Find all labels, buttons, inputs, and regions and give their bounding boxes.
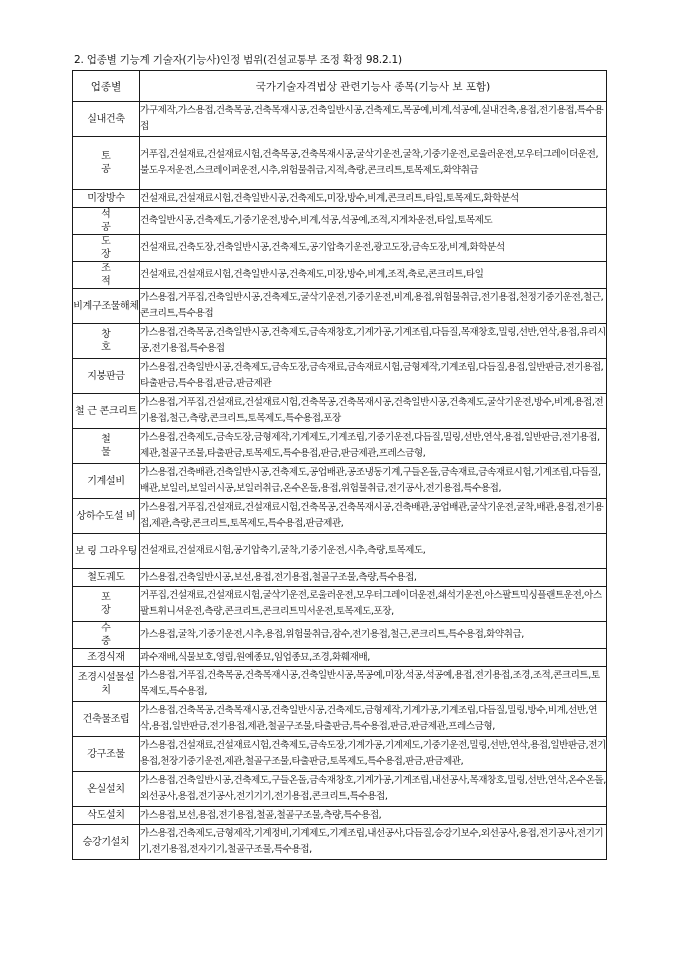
trade-column-header: 업종별 bbox=[73, 71, 140, 102]
related-qualifications: 가스용접,거푸집,건설재료,건설재료시험,건축목공,건축목재시공,건축일반시공,건축제도,굴삭기운전,방수,비계,용접,전기용접,철근,측량,콘크리트,토목제도,특수용접,포장 bbox=[140, 394, 607, 429]
trade-name: 토 공 bbox=[73, 137, 140, 190]
related-qualifications: 가스용접,건축일반시공,건축제도,금속도장,금속재료,금속재료시험,금형제작,기계조립,다듬질,용접,일반판금,전기용접,타출판금,특수용접,판금,판금제관 bbox=[140, 359, 607, 394]
trade-name: 상하수도설 비 bbox=[73, 499, 140, 534]
related-qualifications: 거푸집,건설재료,건설재료시험,건축목공,건축목재시공,굴삭기운전,굴착,기중기운전,로울러운전,모우터그레이더운전,불도우저운전,스크레이퍼운전,시추,위험물취급,지적,측량,콘크리트,토목제도,화약취급 bbox=[140, 137, 607, 190]
related-qualifications: 가스용접,보선,용접,전기용접,철골,철골구조물,측량,특수용접, bbox=[140, 807, 607, 825]
related-qualifications: 가스용접,건축목공,건축일반시공,건축제도,금속재창호,기계가공,기계조립,다듬질,목재창호,밀링,선반,연삭,용접,유리시공,전기용접,특수용접 bbox=[140, 324, 607, 359]
table-row bbox=[73, 464, 607, 499]
related-qualifications: 건축일반시공,건축제도,기중기운전,방수,비계,석공,석공예,조적,지게차운전,타일,토목제도 bbox=[140, 208, 607, 235]
related-qualifications: 가스용접,거푸집,건축목공,건축목재시공,건축일반시공,목공예,미장,석공,석공예,용접,전기용접,조경,조적,콘크리트,토목제도,특수용접, bbox=[140, 667, 607, 702]
related-qualifications: 가스용접,건축제도,금형제작,기계정비,기계제도,기계조립,내선공사,다듬질,승강기보수,외선공사,용접,전기공사,전기기기,전기용접,전자기기,철골구조물,특수용접, bbox=[140, 825, 607, 860]
table-row bbox=[73, 429, 607, 464]
table-row bbox=[73, 324, 607, 359]
trade-name: 조경시설물설 치 bbox=[73, 667, 140, 702]
table-row bbox=[73, 737, 607, 772]
trade-name: 도 장 bbox=[73, 235, 140, 262]
related-qualifications: 가스용접,건축배관,건축일반시공,건축제도,공업배관,공조냉동기계,구들온돌,금속재료,금속재료시험,기계조립,다듬질,배관,보일러,보일러시공,보일러취급,온수온돌,용접,위험물취급,전기공사,전기용접,특수용접, bbox=[140, 464, 607, 499]
table-header-row bbox=[73, 71, 607, 102]
trade-name: 미장방수 bbox=[73, 190, 140, 208]
related-qualifications: 과수재배,식물보호,영림,원예종묘,임업종묘,조경,화훼재배, bbox=[140, 649, 607, 667]
table-row bbox=[73, 587, 607, 622]
trade-name: 삭도설치 bbox=[73, 807, 140, 825]
table-row bbox=[73, 499, 607, 534]
related-qualifications: 가스용접,굴착,기중기운전,시추,용접,위험물취급,잠수,전기용접,철근,콘크리트,특수용접,화약취급, bbox=[140, 622, 607, 649]
related-qualifications: 가스용접,건설재료,건설재료시험,건축제도,금속도장,기계가공,기계제도,기중기운전,밀링,선반,연삭,용접,일반판금,전기용접,천장기중기운전,제관,철골구조물,타출판금,토목제도,특수용접,판금,판금제관, bbox=[140, 737, 607, 772]
trade-name: 포 장 bbox=[73, 587, 140, 622]
table-row bbox=[73, 289, 607, 324]
scope-column-header: 국가기술자격법상 관련기능사 종목(기능사 보 포함) bbox=[140, 71, 607, 102]
trade-name: 석 공 bbox=[73, 208, 140, 235]
table-row bbox=[73, 772, 607, 807]
trade-name: 온실설치 bbox=[73, 772, 140, 807]
trade-name: 조 적 bbox=[73, 262, 140, 289]
related-qualifications: 가스용접,거푸집,건축일반시공,건축제도,굴삭기운전,기중기운전,비계,용접,위험물취급,전기용접,천정기중기운전,철근,콘크리트,특수용접 bbox=[140, 289, 607, 324]
table-row bbox=[73, 569, 607, 587]
related-qualifications: 건설재료,건축도장,건축일반시공,건축제도,공기압축기운전,광고도장,금속도장,비계,화학분석 bbox=[140, 235, 607, 262]
related-qualifications: 가스용접,건축제도,금속도장,금형제작,기계제도,기계조립,기중기운전,다듬질,밀링,선반,연삭,용접,일반판금,전기용접,제관,철골구조물,타출판금,토목제도,특수용접,판금,판금제관,프레스금형, bbox=[140, 429, 607, 464]
trade-name: 승강기설치 bbox=[73, 825, 140, 860]
table-row bbox=[73, 235, 607, 262]
table-row bbox=[73, 825, 607, 860]
trade-name: 철 물 bbox=[73, 429, 140, 464]
table-row bbox=[73, 649, 607, 667]
trade-name: 창 호 bbox=[73, 324, 140, 359]
table-row bbox=[73, 102, 607, 137]
table-row bbox=[73, 807, 607, 825]
table-row bbox=[73, 137, 607, 190]
trade-name: 강구조물 bbox=[73, 737, 140, 772]
table-row bbox=[73, 190, 607, 208]
table-row bbox=[73, 208, 607, 235]
trade-name: 비계구조물해체 bbox=[73, 289, 140, 324]
trade-name: 철 근 콘크리트 bbox=[73, 394, 140, 429]
qualification-scope-table bbox=[72, 70, 607, 860]
related-qualifications: 가스용접,건축목공,건축목재시공,건축일반시공,건축제도,금형제작,기계가공,기계조립,다듬질,밀링,방수,비계,선반,연삭,용접,일반판금,전기용접,제관,철골구조물,타출판금,특수용접,판금,판금제관,프레스금형, bbox=[140, 702, 607, 737]
trade-name: 건축물조립 bbox=[73, 702, 140, 737]
table-row bbox=[73, 394, 607, 429]
related-qualifications: 건설재료,건설재료시험,건축일반시공,건축제도,미장,방수,비계,콘크리트,타일,토목제도,화학분석 bbox=[140, 190, 607, 208]
related-qualifications: 거푸집,건설재료,건설재료시험,굴삭기운전,로울러운전,모우터그레이더운전,쇄석기운전,아스팔트믹싱플랜트운전,아스팔트휘니셔운전,측량,콘크리트,콘크리트믹서운전,토목제도,포장, bbox=[140, 587, 607, 622]
table-row bbox=[73, 534, 607, 569]
table-row bbox=[73, 702, 607, 737]
related-qualifications: 가구제작,가스용접,건축목공,건축목재시공,건축일반시공,건축제도,목공예,비계,석공예,실내건축,용접,전기용접,특수용접 bbox=[140, 102, 607, 137]
related-qualifications: 건설재료,건설재료시험,건축일반시공,건축제도,미장,방수,비계,조적,축로,콘크리트,타일 bbox=[140, 262, 607, 289]
trade-name: 지붕판금 bbox=[73, 359, 140, 394]
table-row bbox=[73, 622, 607, 649]
trade-name: 보 링 그라우팅 bbox=[73, 534, 140, 569]
trade-name: 기계설비 bbox=[73, 464, 140, 499]
page-heading: 2. 업종별 기능계 기술자(기능사)인정 범위(건설교통부 조정 확정 98.2.1) bbox=[74, 54, 402, 66]
trade-name: 수 중 bbox=[73, 622, 140, 649]
table-row bbox=[73, 359, 607, 394]
trade-name: 실내건축 bbox=[73, 102, 140, 137]
related-qualifications: 가스용접,건축일반시공,보선,용접,전기용접,철골구조물,측량,특수용접, bbox=[140, 569, 607, 587]
table-row bbox=[73, 667, 607, 702]
related-qualifications: 가스용접,건축일반시공,건축제도,구들온돌,금속재창호,기계가공,기계조립,내선공사,목재창호,밀링,선반,연삭,온수온돌,외선공사,용접,전기공사,전기기기,전기용접,콘크리트,특수용접, bbox=[140, 772, 607, 807]
table-row bbox=[73, 262, 607, 289]
related-qualifications: 건설재료,건설재료시험,공기압축기,굴착,기중기운전,시추,측량,토목제도, bbox=[140, 534, 607, 569]
trade-name: 철도궤도 bbox=[73, 569, 140, 587]
trade-name: 조경식재 bbox=[73, 649, 140, 667]
related-qualifications: 가스용접,거푸집,건설재료,건설재료시험,건축목공,건축목재시공,건축배관,공업배관,굴삭기운전,굴착,배관,용접,전기용접,제관,측량,콘크리트,토목제도,특수용접,판금제관, bbox=[140, 499, 607, 534]
